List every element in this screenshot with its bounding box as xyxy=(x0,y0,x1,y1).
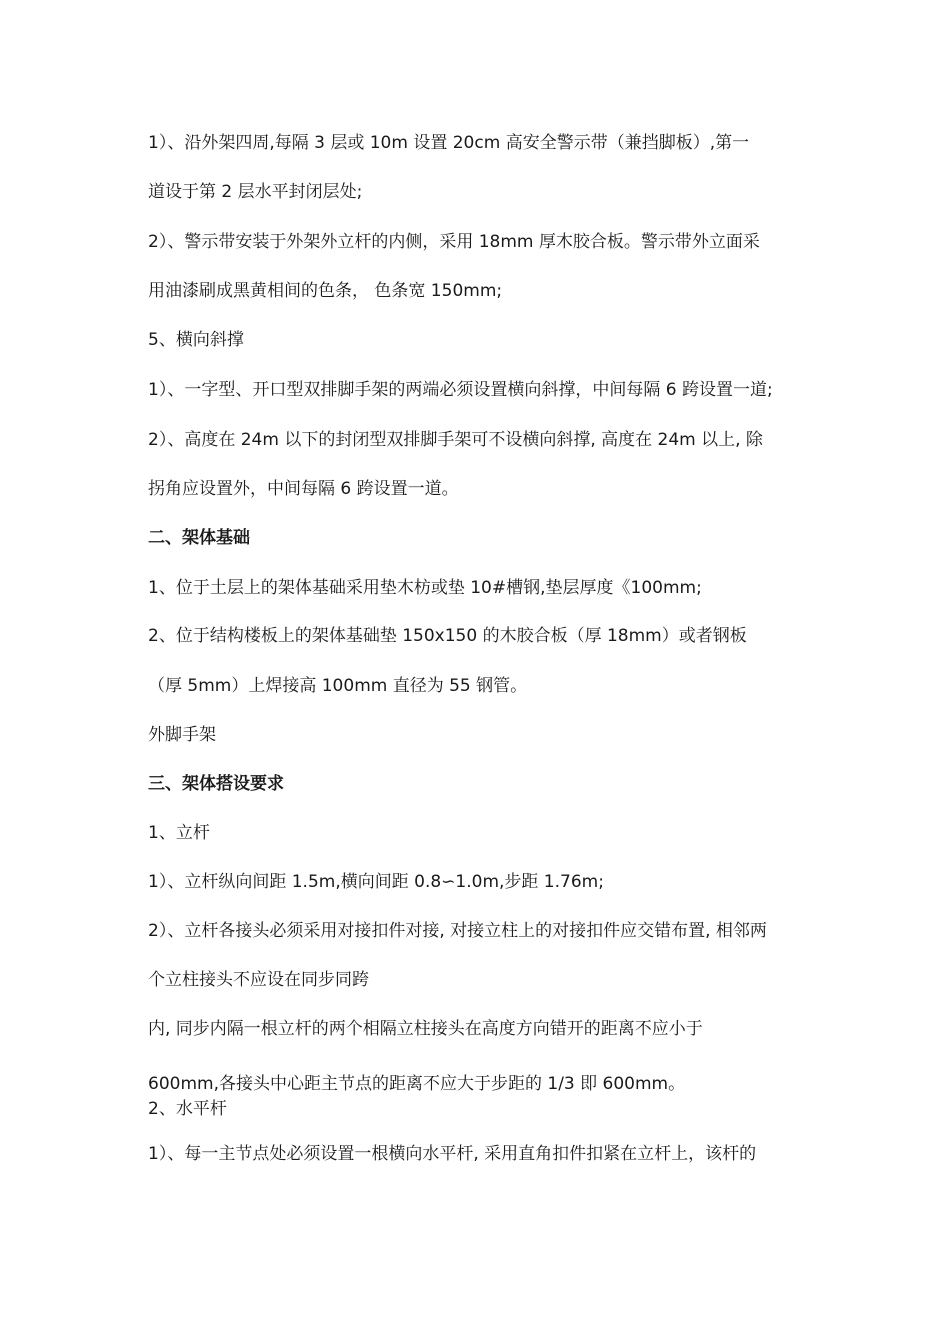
text-line: 道设于第 2 层水平封闭层处; xyxy=(148,182,363,202)
text-line: 2）、高度在 24m 以下的封闭型双排脚手架可不设横向斜撑, 高度在 24m 以上, 除 xyxy=(148,430,763,450)
text-line: 拐角应设置外，中间每隔 6 跨设置一道。 xyxy=(148,479,459,499)
section-subheading: 5、横向斜撑 xyxy=(148,330,244,350)
text-line: 1）、沿外架四周,每隔 3 层或 10m 设置 20cm 高安全警示带（兼挡脚板）,第一 xyxy=(148,133,750,153)
section-heading: 三、架体搭设要求 xyxy=(148,774,284,794)
text-line: 2）、立杆各接头必须采用对接扣件对接, 对接立柱上的对接扣件应交错布置, 相邻两 xyxy=(148,921,767,941)
section-subheading: 2、水平杆 xyxy=(148,1099,227,1119)
text-line: 1）、每一主节点处必须设置一根横向水平杆, 采用直角扣件扣紧在立杆上，该杆的 xyxy=(148,1144,757,1164)
text-line: 1）、一字型、开口型双排脚手架的两端必须设置横向斜撑，中间每隔 6 跨设置一道; xyxy=(148,380,773,400)
text-line: 1、位于土层上的架体基础采用垫木枋或垫 10#槽钢,垫层厚度《100mm; xyxy=(148,578,702,598)
text-line: 外脚手架 xyxy=(148,725,216,745)
text-line: 1）、立杆纵向间距 1.5m,横向间距 0.8∽1.0m,步距 1.76m; xyxy=(148,872,604,892)
text-line: 内, 同步内隔一根立杆的两个相隔立柱接头在高度方向错开的距离不应小于 xyxy=(148,1019,703,1039)
text-line: 用油漆刷成黑黄相间的色条， 色条宽 150mm; xyxy=(148,281,503,301)
text-line: 2）、警示带安装于外架外立杆的内侧，采用 18mm 厚木胶合板。警示带外立面采 xyxy=(148,232,760,252)
section-subheading: 1、立杆 xyxy=(148,823,210,843)
section-heading: 二、架体基础 xyxy=(148,528,250,548)
text-line: 个立柱接头不应设在同步同跨 xyxy=(148,970,369,990)
text-line: 2、位于结构楼板上的架体基础垫 150x150 的木胶合板（厚 18mm）或者钢板 xyxy=(148,626,747,646)
text-line: 600mm,各接头中心距主节点的距离不应大于步距的 1/3 即 600mm。 xyxy=(148,1074,686,1094)
text-line: （厚 5mm）上焊接高 100mm 直径为 55 钢管。 xyxy=(148,676,528,696)
